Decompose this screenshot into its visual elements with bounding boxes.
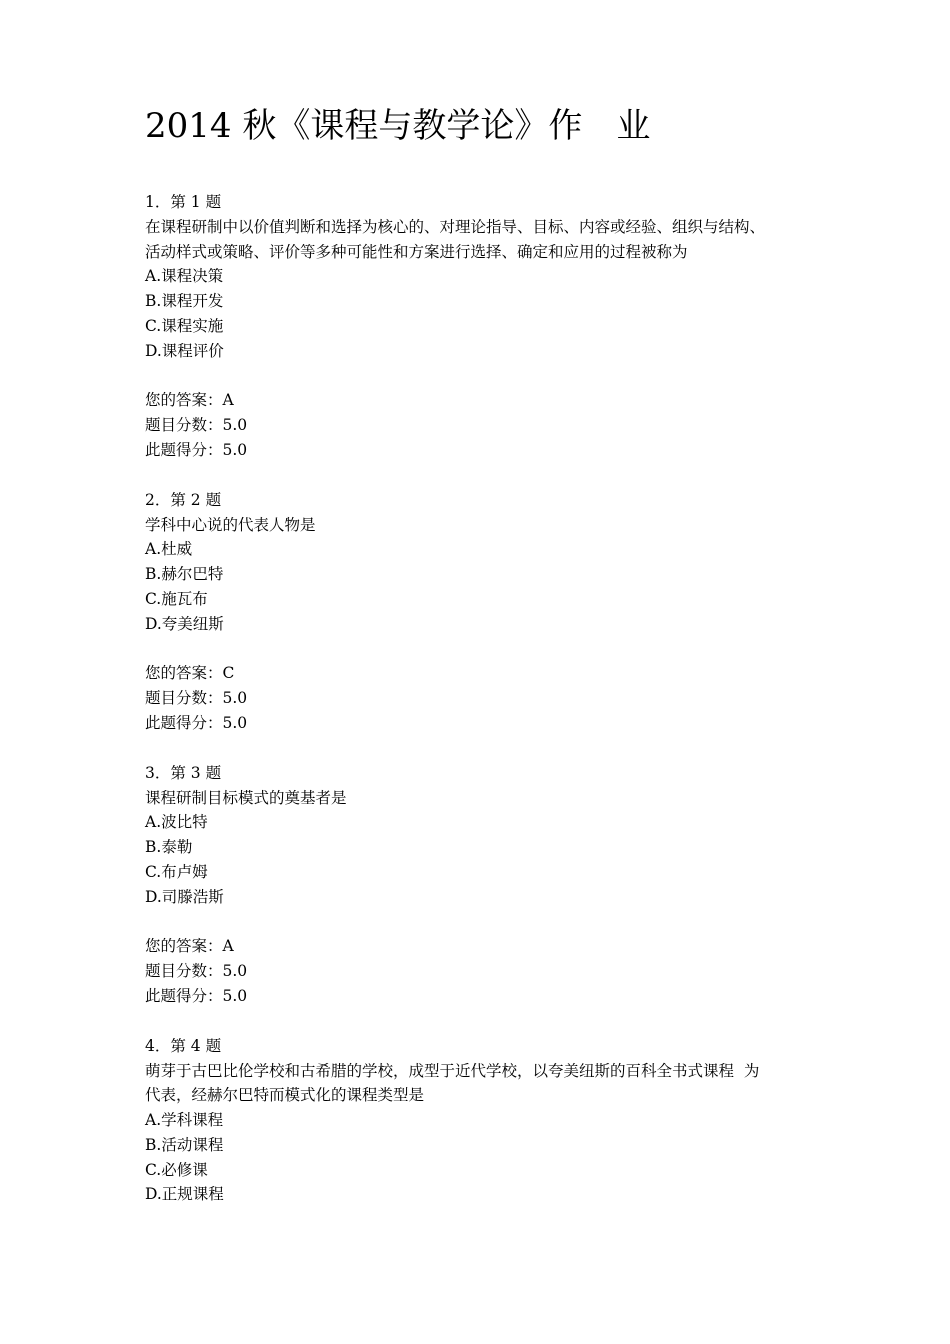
- option-d: D.夸美纽斯: [145, 614, 224, 633]
- question-score: 题目分数：5.0: [145, 416, 248, 435]
- option-b: B.赫尔巴特: [145, 565, 224, 584]
- question-header: 3．第 3 题: [145, 763, 222, 782]
- document-page: [145, 102, 825, 1232]
- option-b: B.活动课程: [145, 1135, 224, 1154]
- option-b: B.课程开发: [145, 292, 224, 311]
- option-c: C.布卢姆: [145, 862, 208, 881]
- question-header: 1．第 1 题: [145, 193, 222, 211]
- option-d: D.课程评价: [145, 341, 224, 360]
- question-block: [145, 488, 825, 736]
- option-a: A.波比特: [145, 813, 208, 832]
- option-a: A.课程决策: [145, 267, 224, 286]
- option-c: C.施瓦布: [145, 589, 208, 608]
- question-stem: [145, 215, 825, 265]
- question-stem-line: 在课程研制中以价值判断和选择为核心的、对理论指导、目标、内容或经验、组织与结构、: [145, 217, 766, 236]
- question-stem-line: 课程研制目标模式的奠基者是: [145, 788, 347, 807]
- option-c: C.必修课: [145, 1160, 208, 1179]
- your-answer: 您的答案：A: [145, 937, 234, 956]
- option-c: C.课程实施: [145, 316, 224, 335]
- earned-score: 此题得分：5.0: [145, 986, 248, 1005]
- question-block: [145, 190, 825, 463]
- earned-score: 此题得分：5.0: [145, 713, 248, 732]
- spacer: [145, 364, 825, 389]
- question-stem-line: 代表，经赫尔巴特而模式化的课程类型是: [145, 1086, 425, 1105]
- option-d: D.司滕浩斯: [145, 887, 224, 906]
- earned-score: 此题得分：5.0: [145, 440, 248, 459]
- question-stem: [145, 1059, 825, 1109]
- your-answer: 您的答案：C: [145, 664, 235, 683]
- question-header: 2．第 2 题: [145, 490, 222, 509]
- question-block: [145, 1034, 825, 1208]
- your-answer: 您的答案：A: [145, 391, 234, 410]
- question-score: 题目分数：5.0: [145, 962, 248, 981]
- question-score: 题目分数：5.0: [145, 689, 248, 708]
- option-a: A.杜威: [145, 540, 193, 559]
- spacer: [145, 637, 825, 662]
- option-d: D.正规课程: [145, 1185, 224, 1204]
- question-stem-line: 学科中心说的代表人物是: [145, 515, 316, 534]
- document-title: 2014 秋《课程与教学论》作 业: [145, 106, 651, 146]
- question-header: 4．第 4 题: [145, 1036, 222, 1055]
- question-block: [145, 761, 825, 1009]
- question-stem-line: 萌芽于古巴比伦学校和古希腊的学校，成型于近代学校，以夸美纽斯的百科全书式课程 为: [145, 1061, 760, 1080]
- question-stem: [145, 786, 825, 811]
- spacer: [145, 910, 825, 935]
- option-b: B.泰勒: [145, 838, 193, 857]
- option-a: A.学科课程: [145, 1111, 224, 1130]
- question-stem: [145, 513, 825, 538]
- question-stem-line: 活动样式或策略、评价等多种可能性和方案进行选择、确定和应用的过程被称为: [145, 242, 688, 261]
